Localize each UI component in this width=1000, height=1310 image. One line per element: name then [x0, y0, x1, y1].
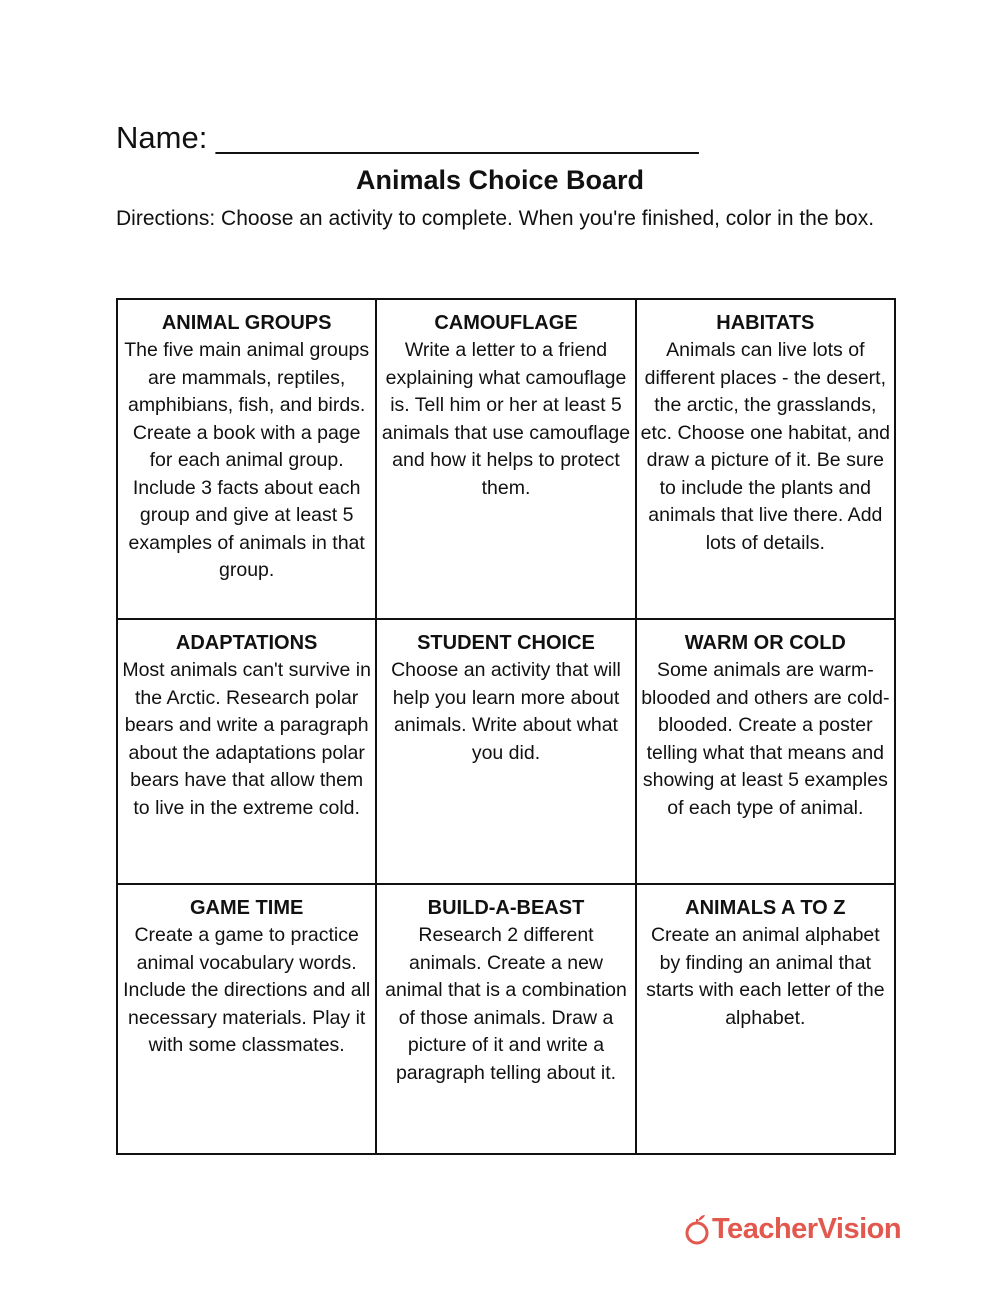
cell-title: HABITATS [716, 312, 815, 334]
cell-title: ADAPTATIONS [175, 632, 318, 654]
cell-title: BUILD-A-BEAST [427, 897, 585, 919]
cell-title: WARM OR COLD [684, 632, 846, 654]
choice-cell-adaptations[interactable] [117, 619, 376, 884]
cell-text: Write a letter to a friend explaining what camouflage is. Tell him or her at least 5 animals that use camouflage and how it helps to protect them. [381, 339, 631, 499]
choice-board-grid [116, 298, 896, 1155]
cell-text: Choose an activity that will help you learn more about animals. Write about what you did. [391, 659, 621, 764]
page-title: Animals Choice Board [355, 165, 645, 195]
choice-cell-camouflage[interactable] [376, 299, 635, 619]
cell-title: ANIMAL GROUPS [161, 312, 332, 334]
choice-cell-habitats[interactable] [636, 299, 895, 619]
cell-text: The five main animal groups are mammals, reptiles, amphibians, fish, and birds. Create a book with a page for each animal group. Include 3 facts about each group and give at least 5 examples of animals in that group. [124, 339, 370, 581]
choice-cell-animal-groups[interactable] [117, 299, 376, 619]
choice-cell-warm-or-cold[interactable] [636, 619, 895, 884]
board-row [117, 884, 895, 1154]
cell-title: STUDENT CHOICE [417, 632, 595, 654]
cell-text: Some animals are warm-blooded and others are cold-blooded. Create a poster telling what that means and showing at least 5 examples of each type of animal. [641, 659, 890, 819]
name-field-label: Name: ____________________________ [116, 120, 699, 155]
choice-cell-build-a-beast[interactable] [376, 884, 635, 1154]
apple-icon [684, 1212, 710, 1246]
cell-text: Create a game to practice animal vocabulary words. Include the directions and all necessary materials. Play it with some classmates. [123, 924, 371, 1056]
choice-cell-animals-a-to-z[interactable] [636, 884, 895, 1154]
directions-text: Directions: Choose an activity to complete. When you're finished, color in the box. [116, 207, 875, 230]
cell-title: CAMOUFLAGE [434, 312, 578, 334]
cell-text: Animals can live lots of different places - the desert, the arctic, the grasslands, etc. Choose one habitat, and draw a picture of it. Be sure to include the plants and animals that live there. Add lots of details. [640, 339, 891, 554]
logo-text: TeacherVision [712, 1212, 902, 1245]
board-row [117, 299, 895, 619]
choice-cell-student-choice[interactable] [376, 619, 635, 884]
cell-title: ANIMALS A TO Z [685, 897, 846, 919]
teachervision-logo [684, 1209, 901, 1249]
cell-text: Create an animal alphabet by finding an animal that starts with each letter of the alphabet. [646, 924, 885, 1029]
cell-text: Most animals can't survive in the Arctic. Research polar bears and write a paragraph about the adaptations polar bears have that allow them to live in the extreme cold. [122, 659, 371, 819]
choice-cell-game-time[interactable] [117, 884, 376, 1154]
cell-title: GAME TIME [189, 897, 304, 919]
board-row [117, 619, 895, 884]
cell-text: Research 2 different animals. Create a new animal that is a combination of those animals. Draw a picture of it and write a paragraph telling about it. [385, 924, 627, 1084]
